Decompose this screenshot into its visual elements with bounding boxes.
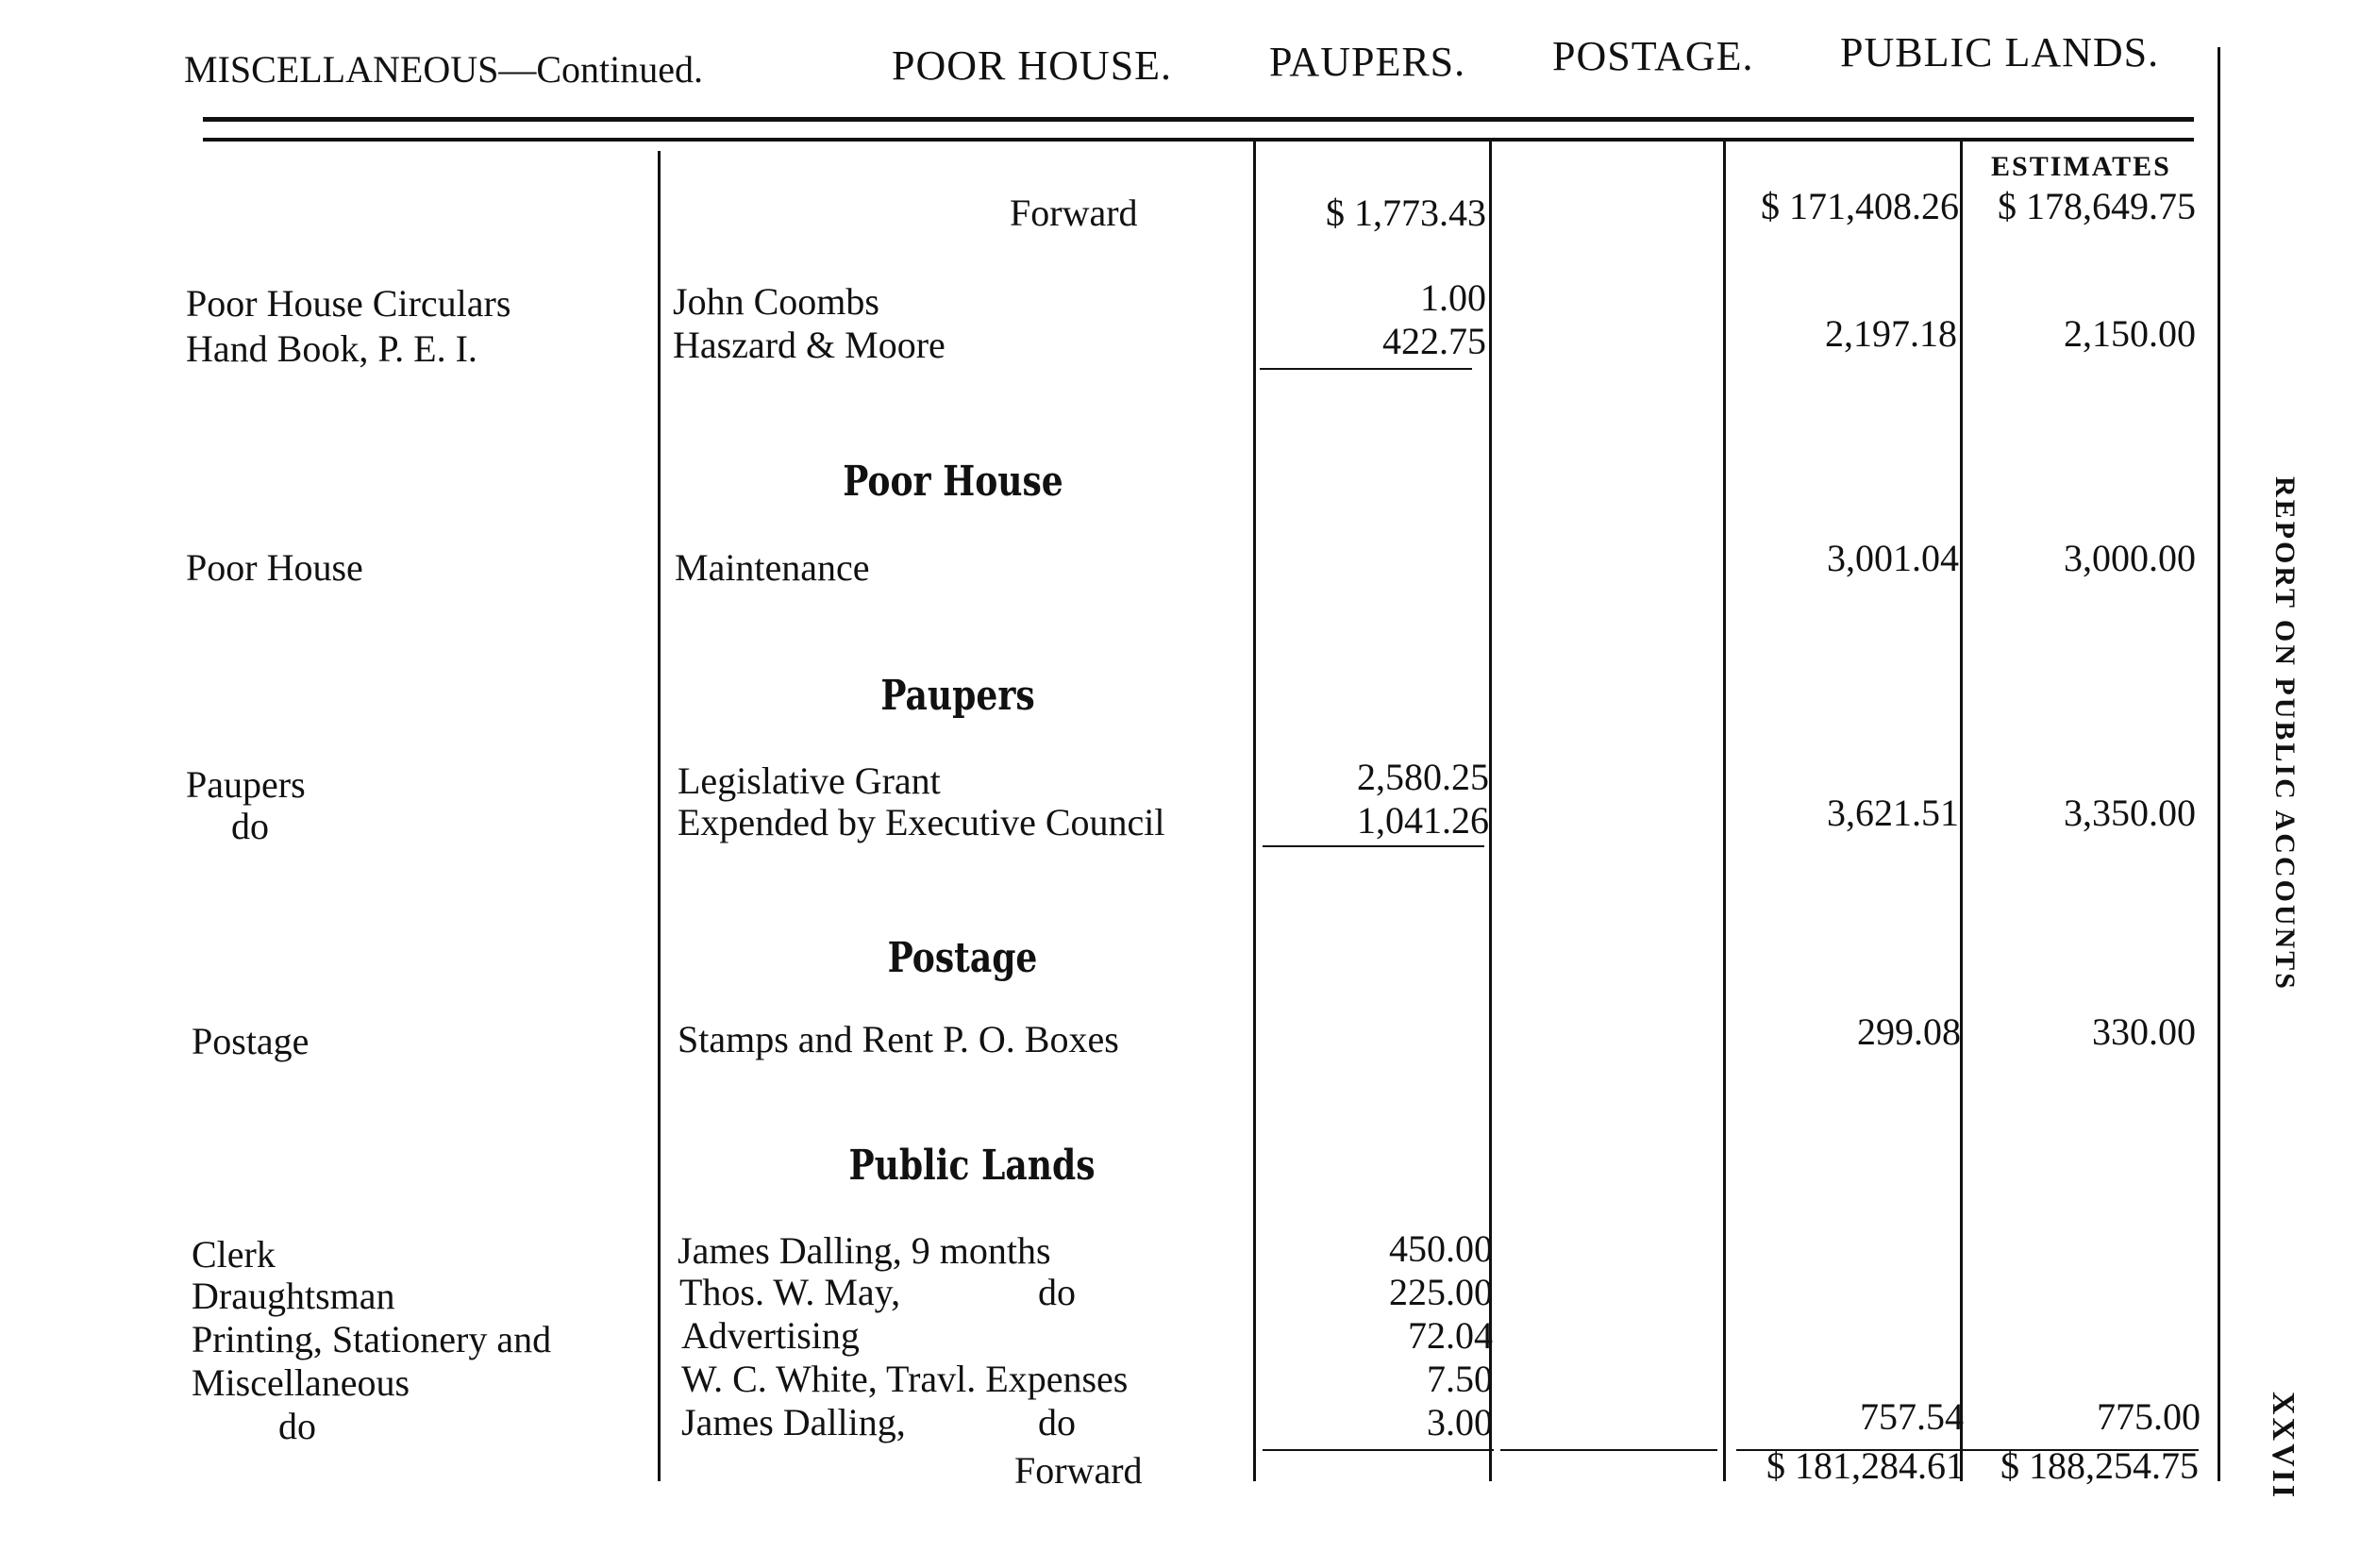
column-rule xyxy=(2218,47,2220,1481)
amount-value: 422.75 xyxy=(1382,320,1486,362)
amount-value: 72.04 xyxy=(1408,1314,1493,1357)
total-rule xyxy=(1263,1449,1494,1451)
header-public-lands: PUBLIC LANDS. xyxy=(1840,29,2160,75)
section-title-paupers: Paupers xyxy=(880,672,1035,720)
header-postage: POSTAGE. xyxy=(1552,33,1754,79)
expended-value: 3,001.04 xyxy=(1827,537,1959,579)
forward-estimate: $ 188,254.75 xyxy=(2000,1444,2199,1487)
forward-expended: $ 181,284.61 xyxy=(1766,1444,1965,1487)
payee-label: Advertising xyxy=(681,1314,860,1357)
expended-value: 3,621.51 xyxy=(1827,792,1959,834)
item-label: Postage xyxy=(192,1020,310,1062)
expended-value: 299.08 xyxy=(1857,1010,1961,1053)
expended-value: 757.54 xyxy=(1860,1395,1964,1438)
estimate-value: 2,150.00 xyxy=(2064,312,2196,355)
item-label: Paupers xyxy=(186,763,306,806)
header-rule-thin xyxy=(203,138,2194,142)
header-rule-thick xyxy=(203,117,2194,122)
side-running-title: REPORT ON PUBLIC ACCOUNTS xyxy=(2269,476,2301,992)
header-paupers: PAUPERS. xyxy=(1269,39,1466,85)
page-number: XXVII xyxy=(2266,1392,2301,1501)
total-rule xyxy=(1500,1449,1717,1451)
item-label: Poor House xyxy=(186,546,363,589)
subtotal-rule xyxy=(1263,845,1484,847)
amount-value: 3.00 xyxy=(1427,1401,1493,1443)
ditto-mark: do xyxy=(1038,1271,1076,1313)
ditto-mark: do xyxy=(1038,1401,1076,1443)
amount-value: 225.00 xyxy=(1389,1271,1493,1313)
payee-label: Thos. W. May, xyxy=(679,1271,901,1313)
amount-value: 1.00 xyxy=(1420,276,1486,319)
estimates-label: ESTIMATES xyxy=(1991,151,2171,182)
subtotal-rule xyxy=(1260,368,1472,370)
amount-value: 7.50 xyxy=(1427,1358,1493,1400)
item-label: do xyxy=(231,805,269,847)
header-miscellaneous: MISCELLANEOUS—Continued. xyxy=(184,48,703,91)
amount-value: 2,580.25 xyxy=(1357,756,1489,798)
forward-label: Forward xyxy=(1010,192,1138,234)
amount-value: 450.00 xyxy=(1389,1227,1493,1270)
estimate-value: 775.00 xyxy=(2097,1395,2201,1438)
payee-label: Haszard & Moore xyxy=(673,324,946,366)
item-label: Hand Book, P. E. I. xyxy=(186,327,477,370)
payee-label: James Dalling, xyxy=(681,1401,906,1443)
amount-value: 1,041.26 xyxy=(1357,799,1489,842)
payee-label: Expended by Executive Council xyxy=(678,801,1165,843)
expended-value: 2,197.18 xyxy=(1825,312,1957,355)
forward-expended: $ 171,408.26 xyxy=(1761,185,1959,227)
column-rule xyxy=(658,151,661,1481)
item-label: do xyxy=(278,1405,316,1447)
estimate-value: 3,000.00 xyxy=(2064,537,2196,579)
estimate-value: 3,350.00 xyxy=(2064,792,2196,834)
item-label: Printing, Stationery and xyxy=(192,1318,552,1360)
section-title-postage: Postage xyxy=(887,934,1038,982)
forward-estimate: $ 178,649.75 xyxy=(1998,185,2196,227)
item-label: Poor House Circulars xyxy=(186,282,511,325)
payee-label: James Dalling, 9 months xyxy=(678,1229,1051,1272)
column-rule xyxy=(1253,142,1256,1481)
item-label: Draughtsman xyxy=(192,1275,395,1317)
payee-label: W. C. White, Travl. Expenses xyxy=(681,1358,1129,1400)
payee-label: Maintenance xyxy=(675,546,870,589)
forward-label: Forward xyxy=(1014,1449,1143,1492)
estimate-value: 330.00 xyxy=(2092,1010,2196,1053)
item-label: Miscellaneous xyxy=(192,1361,410,1404)
payee-label: Legislative Grant xyxy=(678,759,941,802)
item-label: Clerk xyxy=(192,1233,276,1276)
section-title-poor-house: Poor House xyxy=(843,458,1063,506)
header-poor-house: POOR HOUSE. xyxy=(892,42,1173,89)
section-title-public-lands: Public Lands xyxy=(848,1142,1096,1190)
payee-label: John Coombs xyxy=(673,280,879,323)
forward-subtotal: $ 1,773.43 xyxy=(1326,192,1486,234)
payee-label: Stamps and Rent P. O. Boxes xyxy=(678,1018,1119,1060)
